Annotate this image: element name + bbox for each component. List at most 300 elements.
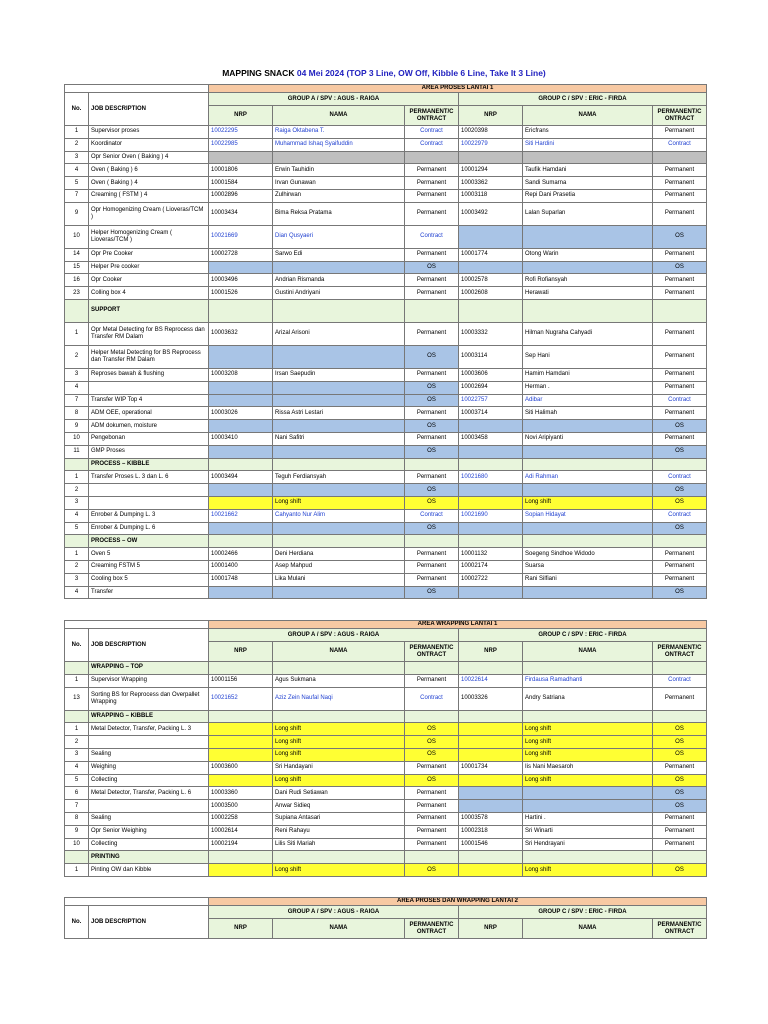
table-row <box>65 407 707 420</box>
cell-nama-c: Suarsa <box>523 560 653 573</box>
cell-job <box>89 381 209 394</box>
table-row <box>65 164 707 177</box>
header-status: PERMANENT/C ONTRACT <box>653 106 707 126</box>
cell-nrp-a <box>209 445 273 458</box>
cell-no: 4 <box>65 586 89 599</box>
cell-nama-c: Adi Rahman <box>523 471 653 484</box>
header-group-a: GROUP A / SPV : AGUS - RAIGA <box>209 629 459 642</box>
cell-status-a: Permanent <box>405 761 459 774</box>
cell-no: 7 <box>65 800 89 813</box>
cell-status-a: Permanent <box>405 189 459 202</box>
header-group-a: GROUP A / SPV : AGUS - RAIGA <box>209 93 459 106</box>
cell-job: Pengebonan <box>89 432 209 445</box>
cell-status-a: OS <box>405 774 459 787</box>
cell-nrp-a <box>209 496 273 509</box>
cell-nama-a <box>273 586 405 599</box>
header-no: No. <box>65 629 89 662</box>
cell-nrp-c <box>459 710 523 723</box>
header-group-a: GROUP A / SPV : AGUS - RAIGA <box>209 906 459 919</box>
cell-nrp-a: 10001400 <box>209 560 273 573</box>
table-row <box>65 368 707 381</box>
header-group-c: GROUP C / SPV : ERIC - FIRDA <box>459 629 707 642</box>
cell-status-c: OS <box>653 522 707 535</box>
cell-status-c: Permanent <box>653 345 707 368</box>
table-row <box>65 151 707 164</box>
cell-status-c <box>653 535 707 548</box>
table-row <box>65 662 707 675</box>
cell-nrp-a <box>209 851 273 864</box>
cell-status-c: OS <box>653 261 707 274</box>
cell-nrp-c: 10022614 <box>459 674 523 687</box>
header-nrp: NRP <box>459 642 523 662</box>
cell-nama-a: Arizal Arisoni <box>273 322 405 345</box>
cell-nama-c <box>523 484 653 497</box>
cell-status-c: Contract <box>653 471 707 484</box>
cell-nama-c: Ericfrans <box>523 126 653 139</box>
cell-nama-c <box>523 787 653 800</box>
cell-nama-c: Herman . <box>523 381 653 394</box>
cell-no: 2 <box>65 345 89 368</box>
cell-nrp-c <box>459 261 523 274</box>
cell-status-c: OS <box>653 445 707 458</box>
cell-nama-c: Sep Hani <box>523 345 653 368</box>
cell-nrp-a <box>209 151 273 164</box>
cell-nama-a: Asep Mahpud <box>273 560 405 573</box>
cell-nrp-a <box>209 394 273 407</box>
section-table <box>64 620 707 877</box>
table-row <box>65 787 707 800</box>
cell-nrp-c <box>459 299 523 322</box>
cell-no: 10 <box>65 225 89 248</box>
cell-no: 3 <box>65 573 89 586</box>
cell-status-c: Contract <box>653 138 707 151</box>
cell-job: Helper Homogenizing Cream ( Lioveras/TCM ) <box>89 225 209 248</box>
cell-job: Transfer <box>89 586 209 599</box>
cell-nama-c <box>523 261 653 274</box>
cell-nama-c <box>523 522 653 535</box>
cell-nama-c <box>523 586 653 599</box>
cell-nrp-a <box>209 261 273 274</box>
cell-nrp-c: 10001294 <box>459 164 523 177</box>
table-row <box>65 573 707 586</box>
cell-nrp-a: 10002614 <box>209 825 273 838</box>
cell-status-c: Permanent <box>653 248 707 261</box>
table-row <box>65 800 707 813</box>
cell-nama-c: Novi Aripiyanti <box>523 432 653 445</box>
cell-nrp-a <box>209 864 273 877</box>
cell-nrp-c <box>459 225 523 248</box>
cell-nrp-a: 10021662 <box>209 509 273 522</box>
cell-nama-c <box>523 151 653 164</box>
table-row <box>65 432 707 445</box>
cell-status-c: OS <box>653 787 707 800</box>
cell-job: PROCESS – OW <box>89 535 209 548</box>
cell-nrp-a: 10003496 <box>209 274 273 287</box>
cell-nama-c: Siti Hardini <box>523 138 653 151</box>
cell-status-a: OS <box>405 261 459 274</box>
title-date: 04 Mei 2024 (TOP 3 Line, OW Off, Kibble 6 Line, Take It 3 Line) <box>296 68 546 78</box>
cell-job <box>89 736 209 749</box>
table-row <box>65 838 707 851</box>
cell-nama-c: Sri Winarti <box>523 825 653 838</box>
cell-nrp-a: 10003360 <box>209 787 273 800</box>
cell-nama-c: Adibar <box>523 394 653 407</box>
cell-status-a <box>405 151 459 164</box>
cell-nrp-a <box>209 535 273 548</box>
cell-nrp-c: 10022979 <box>459 138 523 151</box>
header-nrp: NRP <box>209 106 273 126</box>
table-row <box>65 394 707 407</box>
cell-nama-c: Long shift <box>523 736 653 749</box>
cell-nama-a: Anwar Sidieq <box>273 800 405 813</box>
cell-no <box>65 458 89 471</box>
header-nama: NAMA <box>273 919 405 939</box>
cell-nama-a: Dani Rudi Setiawan <box>273 787 405 800</box>
cell-nrp-a <box>209 748 273 761</box>
cell-status-a: Permanent <box>405 164 459 177</box>
section-table <box>64 84 707 599</box>
cell-status-c: Permanent <box>653 548 707 561</box>
cell-status-a: Permanent <box>405 560 459 573</box>
cell-nama-a: Long shift <box>273 723 405 736</box>
cell-nama-c: Sopian Hidayat <box>523 509 653 522</box>
header-job: JOB DESCRIPTION <box>89 629 209 662</box>
header-nama: NAMA <box>523 919 653 939</box>
cell-status-c: Permanent <box>653 202 707 225</box>
cell-nrp-a: 10001156 <box>209 674 273 687</box>
cell-status-a <box>405 535 459 548</box>
cell-status-a: Contract <box>405 225 459 248</box>
cell-job: Helper Metal Detecting for BS Reprocess dan Transfer RM Dalam <box>89 345 209 368</box>
cell-status-a: OS <box>405 445 459 458</box>
cell-status-c: Contract <box>653 509 707 522</box>
cell-job: Collecting <box>89 774 209 787</box>
cell-nrp-a: 10003434 <box>209 202 273 225</box>
table-row <box>65 274 707 287</box>
section-title: AREA WRAPPING LANTAI 1 <box>209 621 707 629</box>
cell-job: Supervisor proses <box>89 126 209 139</box>
cell-nama-a: Sarwo Edi <box>273 248 405 261</box>
cell-nrp-c: 10001132 <box>459 548 523 561</box>
cell-nrp-c <box>459 535 523 548</box>
cell-nrp-a: 10001748 <box>209 573 273 586</box>
table-row <box>65 723 707 736</box>
cell-status-a <box>405 851 459 864</box>
title-prefix: MAPPING SNACK <box>222 68 295 78</box>
cell-no: 2 <box>65 560 89 573</box>
cell-nrp-a <box>209 723 273 736</box>
cell-nrp-a: 10002258 <box>209 812 273 825</box>
cell-job: PRINTING <box>89 851 209 864</box>
cell-job: Enrober & Dumping L. 3 <box>89 509 209 522</box>
cell-status-c: Permanent <box>653 432 707 445</box>
cell-nama-a <box>273 381 405 394</box>
table-row <box>65 560 707 573</box>
cell-nama-a: Sri Handayani <box>273 761 405 774</box>
table-row <box>65 261 707 274</box>
cell-status-c: OS <box>653 225 707 248</box>
header-nrp: NRP <box>459 919 523 939</box>
cell-status-c <box>653 851 707 864</box>
cell-nama-a: Long shift <box>273 736 405 749</box>
table-row <box>65 535 707 548</box>
cell-status-c <box>653 662 707 675</box>
cell-status-c: Permanent <box>653 825 707 838</box>
cell-status-c: OS <box>653 800 707 813</box>
cell-nrp-a: 10002896 <box>209 189 273 202</box>
cell-status-a: Permanent <box>405 322 459 345</box>
cell-no: 2 <box>65 484 89 497</box>
cell-status-a: OS <box>405 496 459 509</box>
cell-status-c: Permanent <box>653 838 707 851</box>
cell-nama-c <box>523 445 653 458</box>
cell-nama-c: Long shift <box>523 864 653 877</box>
cell-status-a: OS <box>405 864 459 877</box>
cell-nama-a: Teguh Ferdiansyah <box>273 471 405 484</box>
cell-job: Oven ( Baking ) 6 <box>89 164 209 177</box>
cell-no: 2 <box>65 736 89 749</box>
cell-nrp-c <box>459 420 523 433</box>
table-row <box>65 687 707 710</box>
cell-nrp-a: 10002728 <box>209 248 273 261</box>
cell-nrp-c <box>459 736 523 749</box>
cell-no <box>65 662 89 675</box>
cell-no <box>65 851 89 864</box>
cell-status-a: Permanent <box>405 812 459 825</box>
cell-nrp-a: 10001806 <box>209 164 273 177</box>
cell-no: 3 <box>65 748 89 761</box>
cell-job: WRAPPING – KIBBLE <box>89 710 209 723</box>
cell-nama-c: Andry Satriana <box>523 687 653 710</box>
cell-status-a: Permanent <box>405 838 459 851</box>
header-group-c: GROUP C / SPV : ERIC - FIRDA <box>459 93 707 106</box>
table-row <box>65 825 707 838</box>
cell-nrp-c <box>459 522 523 535</box>
cell-status-c: Contract <box>653 674 707 687</box>
cell-status-a: OS <box>405 522 459 535</box>
cell-job <box>89 484 209 497</box>
cell-job: GMP Proses <box>89 445 209 458</box>
cell-nama-a <box>273 458 405 471</box>
cell-job: Creaming FSTM 5 <box>89 560 209 573</box>
cell-nama-c: Lalan Suparlan <box>523 202 653 225</box>
cell-nama-a: Lika Mulani <box>273 573 405 586</box>
cell-nama-a <box>273 662 405 675</box>
cell-status-c: Permanent <box>653 560 707 573</box>
cell-nama-c: Taufik Hamdani <box>523 164 653 177</box>
cell-nama-a <box>273 851 405 864</box>
cell-status-a <box>405 662 459 675</box>
cell-nama-c <box>523 225 653 248</box>
cell-nama-a <box>273 535 405 548</box>
cell-status-a <box>405 458 459 471</box>
cell-job: Reproses bawah & flushing <box>89 368 209 381</box>
cell-no: 7 <box>65 394 89 407</box>
cell-no: 8 <box>65 812 89 825</box>
cell-nrp-a: 10003632 <box>209 322 273 345</box>
cell-job <box>89 496 209 509</box>
table-row <box>65 177 707 190</box>
table-row <box>65 471 707 484</box>
table-row <box>65 322 707 345</box>
cell-job: Opr Senior Oven ( Baking ) 4 <box>89 151 209 164</box>
cell-status-a: Permanent <box>405 177 459 190</box>
cell-nama-c: Iis Nani Maesaroh <box>523 761 653 774</box>
cell-job: Metal Detector, Transfer, Packing L. 6 <box>89 787 209 800</box>
cell-nrp-c: 10003606 <box>459 368 523 381</box>
cell-status-c: OS <box>653 723 707 736</box>
cell-nama-a <box>273 345 405 368</box>
cell-nama-a: Cahyanto Nur Alim <box>273 509 405 522</box>
cell-nrp-c <box>459 774 523 787</box>
cell-job: Opr Cooker <box>89 274 209 287</box>
cell-nama-c: Hamim Hamdani <box>523 368 653 381</box>
cell-job: Colling box 4 <box>89 287 209 300</box>
cell-status-c: Permanent <box>653 164 707 177</box>
header-status: PERMANENT/C ONTRACT <box>653 919 707 939</box>
cell-nama-c: Sandi Sumarna <box>523 177 653 190</box>
header-status: PERMANENT/C ONTRACT <box>405 642 459 662</box>
cell-job: Sealing <box>89 812 209 825</box>
cell-nrp-a <box>209 774 273 787</box>
table-row <box>65 299 707 322</box>
cell-no: 11 <box>65 445 89 458</box>
cell-status-c: Permanent <box>653 573 707 586</box>
cell-no: 1 <box>65 864 89 877</box>
cell-status-c: Permanent <box>653 761 707 774</box>
cell-no: 6 <box>65 787 89 800</box>
table-row <box>65 586 707 599</box>
header-status: PERMANENT/C ONTRACT <box>405 106 459 126</box>
cell-nrp-a: 10003494 <box>209 471 273 484</box>
cell-nama-c <box>523 800 653 813</box>
header-nrp: NRP <box>209 919 273 939</box>
cell-status-a: Permanent <box>405 202 459 225</box>
table-row <box>65 248 707 261</box>
page-title <box>0 68 768 78</box>
cell-nrp-c: 10003326 <box>459 687 523 710</box>
cell-no: 14 <box>65 248 89 261</box>
cell-nama-c <box>523 710 653 723</box>
cell-nama-c: Rofi Rofiansyah <box>523 274 653 287</box>
cell-nrp-c <box>459 864 523 877</box>
cell-status-c: Contract <box>653 394 707 407</box>
table-row <box>65 864 707 877</box>
cell-nrp-a <box>209 345 273 368</box>
cell-nrp-c <box>459 851 523 864</box>
cell-nrp-c: 10003332 <box>459 322 523 345</box>
cell-nrp-c: 10001734 <box>459 761 523 774</box>
section-table <box>64 897 707 939</box>
table-row <box>65 496 707 509</box>
header-nama: NAMA <box>523 642 653 662</box>
table-row <box>65 202 707 225</box>
cell-status-a <box>405 710 459 723</box>
cell-nama-a: Long shift <box>273 496 405 509</box>
cell-nrp-c: 10003114 <box>459 345 523 368</box>
cell-no: 1 <box>65 723 89 736</box>
cell-nrp-c: 10021690 <box>459 509 523 522</box>
cell-no: 7 <box>65 189 89 202</box>
table-row <box>65 522 707 535</box>
cell-nrp-c: 10002578 <box>459 274 523 287</box>
header-nama: NAMA <box>273 106 405 126</box>
header-nama: NAMA <box>523 106 653 126</box>
cell-status-a: OS <box>405 394 459 407</box>
cell-no: 1 <box>65 548 89 561</box>
cell-status-a: Contract <box>405 687 459 710</box>
cell-status-c: Permanent <box>653 381 707 394</box>
cell-no: 4 <box>65 761 89 774</box>
cell-nrp-c <box>459 151 523 164</box>
cell-status-c <box>653 299 707 322</box>
cell-no: 3 <box>65 368 89 381</box>
cell-no: 16 <box>65 274 89 287</box>
cell-job: Transfer WIP Top 4 <box>89 394 209 407</box>
section-spacer <box>65 621 209 629</box>
cell-no: 3 <box>65 496 89 509</box>
cell-nama-a <box>273 484 405 497</box>
cell-job: Opr Senior Weighing <box>89 825 209 838</box>
cell-nrp-c <box>459 458 523 471</box>
table-row <box>65 761 707 774</box>
cell-nrp-c: 10003714 <box>459 407 523 420</box>
cell-nama-a: Gustini Andriyani <box>273 287 405 300</box>
cell-nrp-c: 10003492 <box>459 202 523 225</box>
cell-nama-a: Deni Herdiana <box>273 548 405 561</box>
cell-status-a <box>405 299 459 322</box>
cell-nama-c <box>523 851 653 864</box>
cell-nama-c: Otong Warin <box>523 248 653 261</box>
header-job: JOB DESCRIPTION <box>89 93 209 126</box>
cell-nama-a: Zulhirwan <box>273 189 405 202</box>
header-status: PERMANENT/C ONTRACT <box>405 919 459 939</box>
cell-nrp-c: 10002694 <box>459 381 523 394</box>
cell-nrp-a <box>209 736 273 749</box>
cell-job: Koordinator <box>89 138 209 151</box>
table-row <box>65 548 707 561</box>
cell-nrp-c <box>459 787 523 800</box>
cell-job: Helper Pre cooker <box>89 261 209 274</box>
cell-status-c: OS <box>653 420 707 433</box>
cell-status-a: Contract <box>405 138 459 151</box>
cell-no <box>65 299 89 322</box>
table-row <box>65 189 707 202</box>
table-row <box>65 748 707 761</box>
cell-status-a: OS <box>405 420 459 433</box>
cell-no: 5 <box>65 522 89 535</box>
cell-nrp-c: 10002174 <box>459 560 523 573</box>
cell-nrp-a <box>209 299 273 322</box>
cell-status-a: Permanent <box>405 825 459 838</box>
cell-nrp-c: 10003118 <box>459 189 523 202</box>
cell-nama-a <box>273 151 405 164</box>
table-row <box>65 774 707 787</box>
cell-nama-a <box>273 445 405 458</box>
section-title: AREA PROSES DAN WRAPPING LANTAI 2 <box>209 898 707 906</box>
header-group-c: GROUP C / SPV : ERIC - FIRDA <box>459 906 707 919</box>
cell-nrp-a: 10003208 <box>209 368 273 381</box>
table-row <box>65 225 707 248</box>
cell-nama-c: Hilman Nugraha Cahyadi <box>523 322 653 345</box>
cell-nama-a <box>273 522 405 535</box>
cell-nrp-a <box>209 458 273 471</box>
cell-job: Sealing <box>89 748 209 761</box>
cell-nama-c: Long shift <box>523 748 653 761</box>
cell-no: 15 <box>65 261 89 274</box>
cell-status-a: Permanent <box>405 674 459 687</box>
cell-nama-a: Irvan Gunawan <box>273 177 405 190</box>
